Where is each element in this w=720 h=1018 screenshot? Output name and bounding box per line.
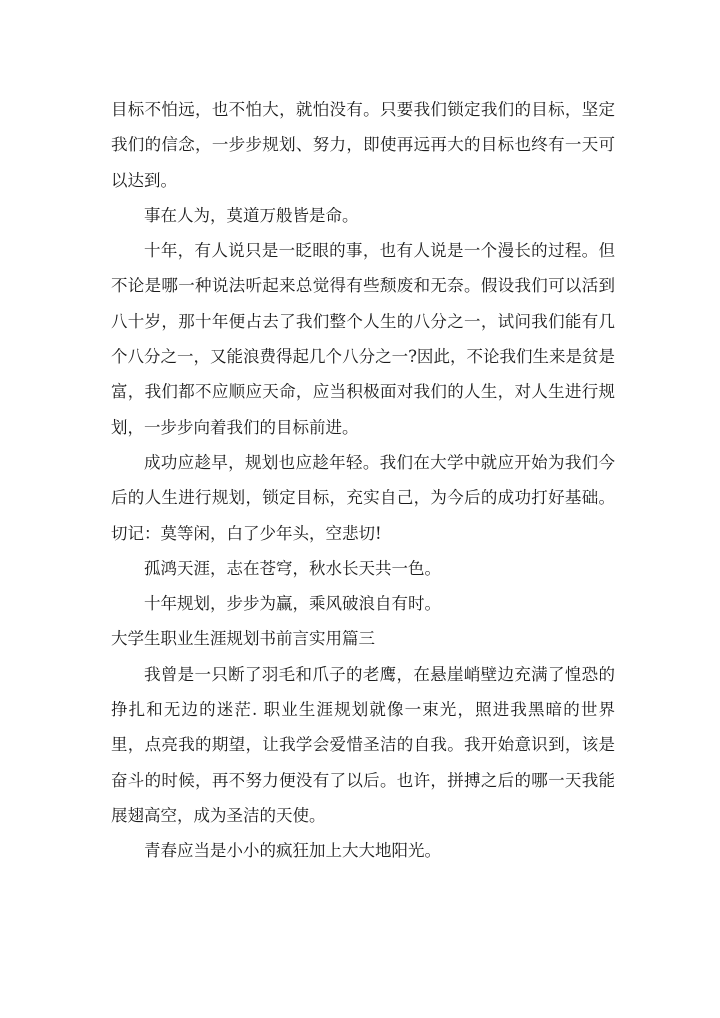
paragraph: 事在人为，莫道万般皆是命。 (144, 205, 359, 225)
paragraph: 我曾是一只断了羽毛和爪子的老鹰，在悬崖峭壁边充满了惶恐的挣扎和无边的迷茫. 职业生涯规划就像一束光，照进我黑暗的世界里，点亮我的期望，让我学会爱惜圣洁的自我。我开始意识到，该是奋斗的时候，再不努力便没有了以后。也许，拼搏之后的哪一天我能展翅高空，成为圣洁的天使。 (111, 664, 615, 825)
paragraph: 青春应当是小小的疯狂加上大大地阳光。 (144, 841, 441, 861)
paragraph: 目标不怕远，也不怕大，就怕没有。只要我们锁定我们的目标，坚定我们的信念，一步步规划、努力，即使再远再大的目标也终有一天可以达到。 (111, 100, 615, 190)
section-heading: 大学生职业生涯规划书前言实用篇三 (111, 629, 375, 649)
paragraph: 十年，有人说只是一眨眼的事，也有人说是一个漫长的过程。但不论是哪一种说法听起来总觉得有些颓废和无奈。假设我们可以活到八十岁，那十年便占去了我们整个人生的八分之一，试问我们能有几个八分之一，又能浪费得起几个八分之一?因此，不论我们生来是贫是富，我们都不应顺应天命，应当积极面对我们的人生，对人生进行规划，一步步向着我们的目标前进。 (111, 241, 615, 437)
document-body (111, 92, 615, 869)
paragraph: 孤鸿天涯，志在苍穹，秋水长天共一色。 (144, 558, 441, 578)
paragraph: 成功应趁早，规划也应趁年轻。我们在大学中就应开始为我们今后的人生进行规划，锁定目标，充实自己，为今后的成功打好基础。切记：莫等闲，白了少年头，空悲切! (111, 452, 615, 543)
paragraph: 十年规划，步步为赢，乘风破浪自有时。 (144, 594, 441, 614)
